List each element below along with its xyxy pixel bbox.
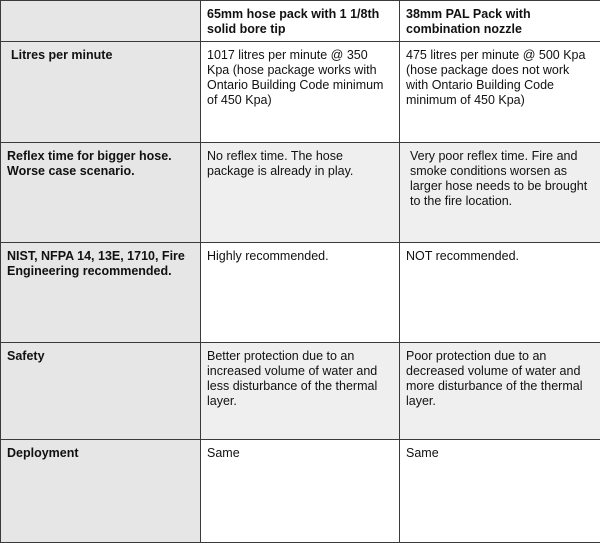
header-65mm-text: 65mm hose pack with 1 1/8th solid bore tip [207, 7, 393, 37]
table-header-row [1, 1, 600, 42]
cell-65mm-safety [201, 343, 400, 440]
row-label-deployment [1, 440, 201, 543]
cell-38mm-safety [400, 343, 600, 440]
cell-text: Same [406, 446, 594, 461]
cell-text: Highly recommended. [207, 249, 393, 264]
cell-65mm-reflex-time [201, 143, 400, 243]
header-38mm-text: 38mm PAL Pack with combination nozzle [406, 7, 594, 37]
cell-text: Very poor reflex time. Fire and smoke conditions worsen as larger hose needs to be brought to the fire location. [406, 149, 594, 209]
cell-38mm-litres-per-minute [400, 42, 600, 143]
cell-38mm-recommendations [400, 243, 600, 343]
row-label-text: Reflex time for bigger hose. Worse case scenario. [7, 149, 194, 179]
table-row-safety [1, 343, 600, 440]
table-row-reflex-time [1, 143, 600, 243]
table-row-litres-per-minute [1, 42, 600, 143]
cell-65mm-recommendations [201, 243, 400, 343]
table-row-recommendations [1, 243, 600, 343]
header-38mm-pal-pack [400, 1, 600, 42]
cell-text: 475 litres per minute @ 500 Kpa (hose package does not work with Ontario Building Code minimum of 450 Kpa) [406, 48, 594, 108]
table-row-deployment [1, 440, 600, 543]
cell-65mm-litres-per-minute [201, 42, 400, 143]
row-label-text: Deployment [7, 446, 194, 461]
row-label-recommendations [1, 243, 201, 343]
header-65mm-hose-pack [201, 1, 400, 42]
row-label-safety [1, 343, 201, 440]
cell-text: No reflex time. The hose package is already in play. [207, 149, 393, 179]
row-label-text: NIST, NFPA 14, 13E, 1710, Fire Engineering recommended. [7, 249, 194, 279]
cell-text: Poor protection due to an decreased volume of water and more disturbance of the thermal layer. [406, 349, 594, 409]
row-label-litres-per-minute [1, 42, 201, 143]
header-blank-cell [1, 1, 201, 42]
cell-text: NOT recommended. [406, 249, 594, 264]
cell-text: 1017 litres per minute @ 350 Kpa (hose package works with Ontario Building Code minimum of 450 Kpa) [207, 48, 393, 108]
cell-text: Better protection due to an increased volume of water and less disturbance of the thermal layer. [207, 349, 393, 409]
cell-text: Same [207, 446, 393, 461]
row-label-text: Litres per minute [7, 48, 194, 63]
row-label-reflex-time [1, 143, 201, 243]
row-label-text: Safety [7, 349, 194, 364]
cell-38mm-deployment [400, 440, 600, 543]
cell-38mm-reflex-time [400, 143, 600, 243]
cell-65mm-deployment [201, 440, 400, 543]
